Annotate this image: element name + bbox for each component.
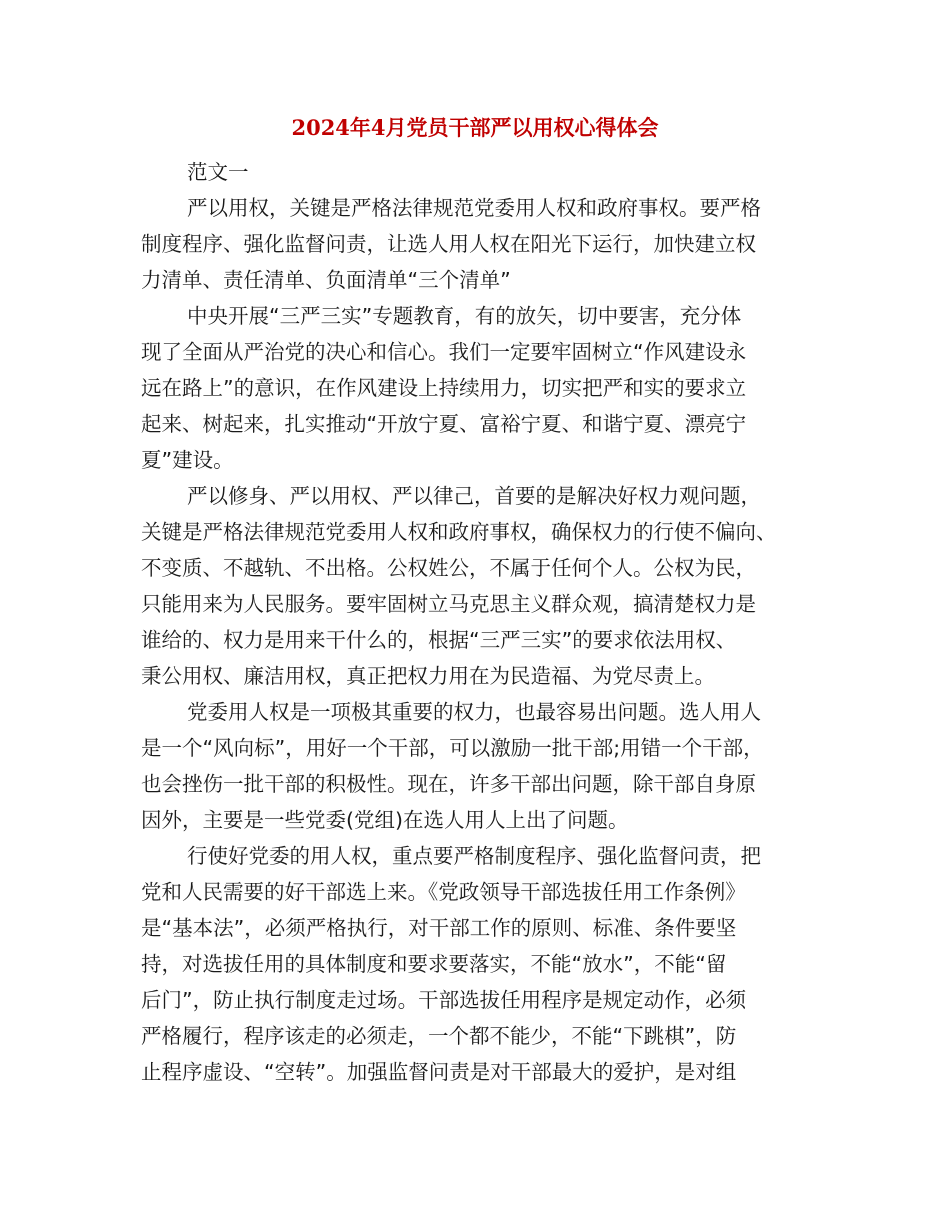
text-line: 党和人民需要的好干部选上来。《党政领导干部选拔任用工作条例》 xyxy=(141,880,746,904)
text-line: 持，对选拔任用的具体制度和要求要落实，不能“放水”，不能“留 xyxy=(141,952,727,976)
text-line: 现了全面从严治党的决心和信心。我们一定要牢固树立“作风建设永 xyxy=(141,340,747,364)
text-line: 力清单、责任清单、负面清单“三个清单” xyxy=(141,268,511,292)
text-line: 是“基本法”，必须严格执行，对干部工作的原则、标准、条件要坚 xyxy=(141,916,737,940)
text-line: 夏”建设。 xyxy=(141,448,234,472)
text-line: 是一个“风向标”，用好一个干部，可以激励一批干部;用错一个干部， xyxy=(141,736,764,760)
text-line: 关键是严格法律规范党委用人权和政府事权，确保权力的行使不偏向、 xyxy=(141,520,777,544)
section-label: 范文一 xyxy=(187,160,249,184)
text-line: 行使好党委的用人权，重点要严格制度程序、强化监督问责，把 xyxy=(187,844,761,868)
document-body xyxy=(141,154,801,1090)
text-line: 党委用人权是一项极其重要的权力，也最容易出问题。选人用人 xyxy=(187,700,761,724)
text-line: 起来、树起来，扎实推动“开放宁夏、富裕宁夏、和谐宁夏、漂亮宁 xyxy=(141,412,747,436)
document-title: 2024年4月党员干部严以用权心得体会 xyxy=(291,115,659,140)
text-line: 严以修身、严以用权、严以律己，首要的是解决好权力观问题， xyxy=(187,484,761,508)
text-line: 不变质、不越轨、不出格。公权姓公，不属于任何个人。公权为民， xyxy=(141,556,756,580)
text-line: 远在路上”的意识，在作风建设上持续用力，切实把严和实的要求立 xyxy=(141,376,747,400)
text-line: 也会挫伤一批干部的积极性。现在，许多干部出问题，除干部自身原 xyxy=(141,772,756,796)
text-line: 秉公用权、廉洁用权，真正把权力用在为民造福、为党尽责上。 xyxy=(141,664,715,688)
text-line: 严以用权，关键是严格法律规范党委用人权和政府事权。要严格 xyxy=(187,196,761,220)
text-line: 只能用来为人民服务。要牢固树立马克思主义群众观，搞清楚权力是 xyxy=(141,592,756,616)
text-line: 因外，主要是一些党委(党组)在选人用人上出了问题。 xyxy=(141,808,629,832)
text-line: 严格履行，程序该走的必须走，一个都不能少，不能“下跳棋”，防 xyxy=(141,1024,737,1048)
text-line: 中央开展“三严三实”专题教育，有的放矢，切中要害，充分体 xyxy=(187,304,742,328)
text-line: 谁给的、权力是用来干什么的，根据“三严三实”的要求依法用权、 xyxy=(141,628,737,652)
text-line: 后门”，防止执行制度走过场。干部选拔任用程序是规定动作，必须 xyxy=(141,988,747,1012)
text-line: 止程序虚设、“空转”。加强监督问责是对干部最大的爱护，是对组 xyxy=(141,1060,737,1084)
text-line: 制度程序、强化监督问责，让选人用人权在阳光下运行，加快建立权 xyxy=(141,232,756,256)
